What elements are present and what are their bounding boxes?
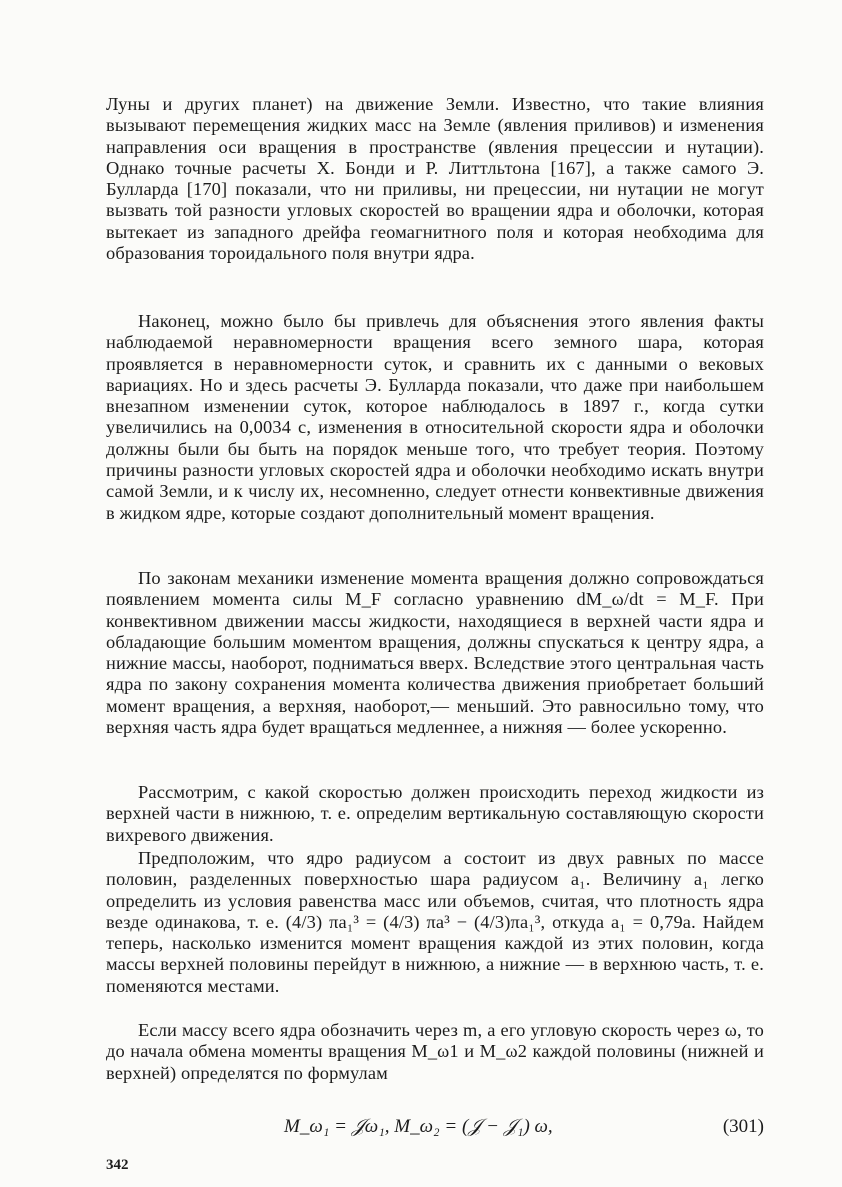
paragraph-3: По законам механики изменение момента вращения должно сопровождаться появлением момента силы M_F согласно уравнению dM_ω/dt = M_F. При конвективном движении массы жидкости, находящиеся в верхней части ядра и обладающие большим моментом вращения, должны спускаться к центру ядра, а нижние массы, наоборот, подниматься вверх. Вследствие этого центральная часть ядра по закону сохранения момента количества движения приобретает больший момент вращения, а верхняя, наоборот,— меньший. Это равносильно тому, что верхняя часть ядра будет вращаться медленнее, а нижняя — более ускоренно. bbox=[106, 568, 764, 738]
paragraph-6: Если массу всего ядра обозначить через m, а его угловую скорость через ω, то до начала обмена моменты вращения M_ω1 и M_ω2 каждой половины (нижней и верхней) определятся по формулам bbox=[106, 1020, 764, 1083]
paragraph-4: Рассмотрим, с какой скоростью должен происходить переход жидкости из верхней части в нижнюю, т. е. определим вертикальную составляющую скорости вихревого движения. bbox=[106, 782, 764, 845]
paragraph-1: Луны и других планет) на движение Земли. Известно, что такие влияния вызывают перемещения жидких масс на Земле (явления приливов) и изменения направления оси вращения в пространстве (явления прецессии и нутации). Однако точные расчеты Х. Бонди и Р. Литтльтона [167], а также самого Э. Булларда [170] показали, что ни приливы, ни прецессии, ни нутации не могут вызвать той разности угловых скоростей во вращении ядра и оболочки, которая вытекает из западного дрейфа геомагнитного поля и которая необходима для образования тороидального поля внутри ядра. bbox=[106, 94, 764, 264]
equation-body: M_ω₁ = 𝒥ω₁, M_ω₂ = (𝒥 − 𝒥₁) ω, bbox=[284, 1116, 553, 1137]
page-number: 342 bbox=[106, 1157, 129, 1173]
equation-number: (301) bbox=[722, 1116, 764, 1137]
paragraph-2: Наконец, можно было бы привлечь для объяснения этого явления факты наблюдаемой неравномерности вращения всего земного шара, которая проявляется в неравномерности суток, и сравнить их с данными о вековых вариациях. Но и здесь расчеты Э. Булларда показали, что даже при наибольшем внезапном изменении суток, которое наблюдалось в 1897 г., когда сутки увеличились на 0,0034 с, изменения в относительной скорости ядра и оболочки должны были бы быть на порядок меньше того, что требует теория. Поэтому причины разности угловых скоростей ядра и оболочки необходимо искать внутри самой Земли, и к числу их, несомненно, следует отнести конвективные движения в жидком ядре, которые создают дополнительный момент вращения. bbox=[106, 311, 764, 523]
paragraph-5: Предположим, что ядро радиусом a состоит из двух равных по массе половин, разделенных поверхностью шара радиусом a₁. Величину a₁ легко определить из условия равенства масс или объемов, считая, что плотность ядра везде одинакова, т. е. (4/3) πa₁³ = (4/3) πa³ − (4/3)πa₁³, откуда a₁ = 0,79a. Найдем теперь, насколько изменится момент вращения каждой из этих половин, когда массы верхней половины перейдут в нижнюю, а нижние — в верхнюю часть, т. е. поменяются местами. bbox=[106, 848, 764, 996]
equation-301 bbox=[106, 1116, 764, 1144]
